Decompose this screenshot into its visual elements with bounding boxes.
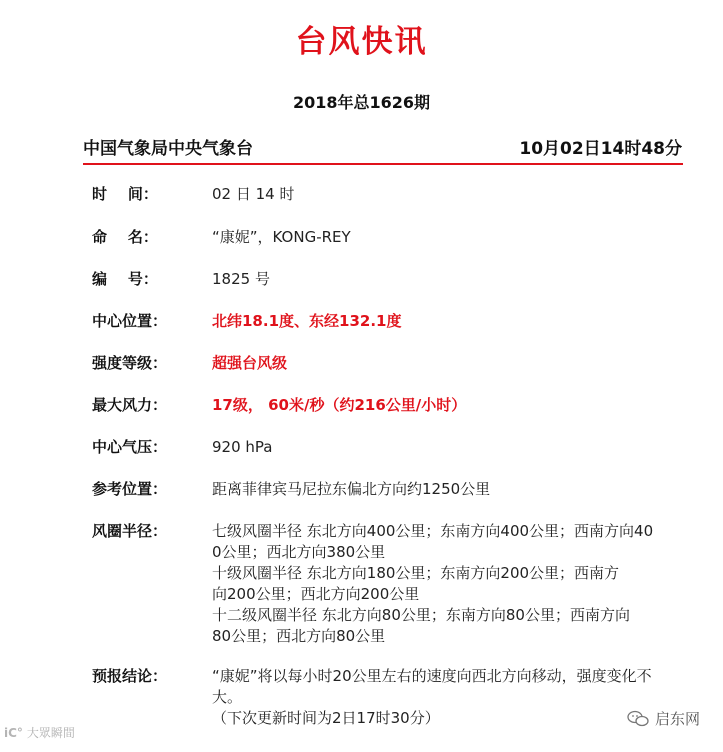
header-divider	[83, 163, 683, 165]
field-label: 命 名：	[92, 228, 158, 246]
field-value: 超强台风级	[212, 354, 288, 372]
field-value: 02 日 14 时	[212, 185, 295, 203]
field-value: 北纬18.1度、东经132.1度	[212, 312, 402, 330]
field-value	[212, 666, 674, 729]
field-value: 距离菲律宾马尼拉东偏北方向约1250公里	[212, 480, 491, 498]
page-title: 台风快讯	[295, 24, 428, 60]
brand-name: 启东网	[654, 710, 700, 728]
text-line: 0公里；西北方向380公里	[212, 543, 386, 561]
text-line: “康妮”将以每小时20公里左右的速度向西北方向移动，强度变化不	[212, 667, 652, 685]
issue-time: 10月02日14时48分	[519, 139, 682, 159]
wechat-icon	[627, 710, 649, 728]
field-label: 中心位置：	[92, 312, 168, 330]
text-line: 80公里；西北方向80公里	[212, 627, 386, 645]
issue-number: 2018年总1626期	[292, 93, 431, 112]
text-line: 十二级风圈半径 东北方向80公里；东南方向80公里；西南方向	[212, 606, 630, 624]
field-label: 中心气压：	[92, 438, 168, 456]
field-value	[212, 521, 674, 647]
field-label: 时 间：	[92, 185, 158, 203]
text-line: 向200公里；西北方向200公里	[212, 585, 420, 603]
field-value: “康妮”，KONG-REY	[212, 228, 351, 246]
agency-name: 中国气象局中央气象台	[83, 139, 253, 159]
field-value: 1825 号	[212, 270, 270, 288]
field-label: 强度等级：	[92, 354, 168, 372]
field-label: 编 号：	[92, 270, 158, 288]
field-value: 17级， 60米/秒（约216公里/小时）	[212, 396, 467, 414]
brand-watermark	[627, 708, 700, 729]
watermark-logo	[4, 724, 75, 741]
text-line: （下次更新时间为2日17时30分）	[212, 709, 440, 727]
text-line: 七级风圈半径 东北方向400公里；东南方向400公里；西南方向40	[212, 522, 654, 540]
text-line: 大。	[212, 688, 243, 706]
field-label: 风圈半径：	[92, 522, 168, 540]
field-label: 参考位置：	[92, 480, 168, 498]
watermark-text: 大眾瞬間	[26, 726, 75, 740]
text-line: 十级风圈半径 东北方向180公里；东南方向200公里；西南方	[212, 564, 620, 582]
field-label: 预报结论：	[92, 667, 168, 685]
weibo-icon: iC°	[4, 726, 23, 740]
field-value: 920 hPa	[212, 438, 273, 456]
field-label: 最大风力：	[92, 396, 168, 414]
